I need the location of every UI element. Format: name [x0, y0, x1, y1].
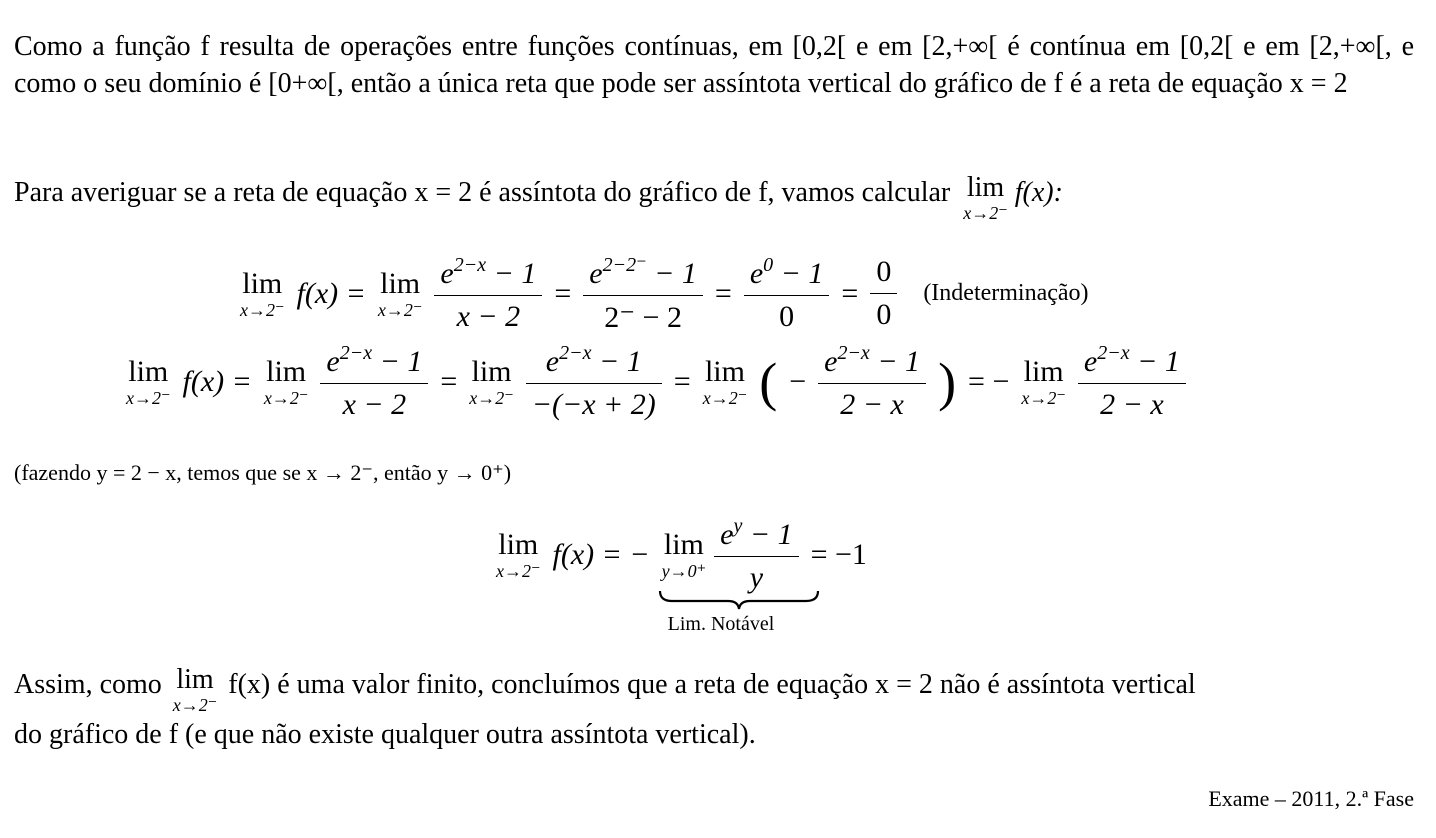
notable-limit-group: lim y→0⁺ $\frac{e^y - 1}{y}$ Lim. Notável — [662, 515, 799, 595]
underbrace — [658, 589, 820, 611]
method-paragraph — [14, 174, 1414, 222]
intro-paragraph: Como a função f resulta de operações entre funções contínuas, em [0,2[ e em [2,+∞[ é contínua em [0,2[ e em [2,+∞[, e como o seu domínio é [0+∞[, então a única reta que pode ser assíntota vertical do gráfico de f é a reta de equação x = 2 — [14, 31, 1414, 99]
equation-1: lim x→2⁻ f(x) = lim x→2⁻ $\frac{e^{2-x} - 1}{x - 2}$ = $\frac{e^{2-2^-} - 1}{2^- - 2}$ = $\frac{e^0 - 1}{0}$ = $\frac{0}{0}$ (Indeterminação) — [240, 253, 1089, 334]
equation-3: lim x→2⁻ f(x) = − lim y→0⁺ $\frac{e^y - 1}{y}$ Lim. Notável = −1 — [496, 515, 867, 635]
result-value: = −1 — [810, 538, 867, 571]
brace-label: Lim. Notável — [667, 613, 775, 635]
indeterminacao-label: (Indeterminação) — [923, 280, 1089, 306]
equation-2: lim x→2⁻ f(x) = lim x→2⁻ $\frac{e^{2-x} - 1}{x - 2}$ = lim x→2⁻ $\frac{e^{2-x} - 1}{-(-x + 2)}$ = lim x→2⁻ ( − $\frac{e^{2-x} - 1}{2 - x}$ ) = − lim x→2⁻ $\frac{e^{2-x} - 1}{2 - x}$ — [126, 342, 1186, 422]
method-end: f(x): — [1014, 177, 1063, 208]
substitution-note: (fazendo y = 2 − x, temos que se x → 2⁻, então y → 0⁺) — [14, 460, 512, 485]
method-lead: Para averiguar se a reta de equação x = 2 é assíntota do gráfico de f, vamos calcular — [14, 177, 951, 208]
source-label: Exame – 2011, 2.ª Fase — [1208, 786, 1414, 811]
conclusion-line-2: do gráfico de f (e que não existe qualquer outra assíntota vertical). — [14, 719, 756, 750]
inline-limit: lim x→2⁻ — [963, 172, 1008, 223]
conclusion-line-1: Assim, como lim x→2⁻ f(x) é uma valor finito, concluímos que a reta de equação x = 2 não é assíntota vertical — [14, 664, 1196, 715]
